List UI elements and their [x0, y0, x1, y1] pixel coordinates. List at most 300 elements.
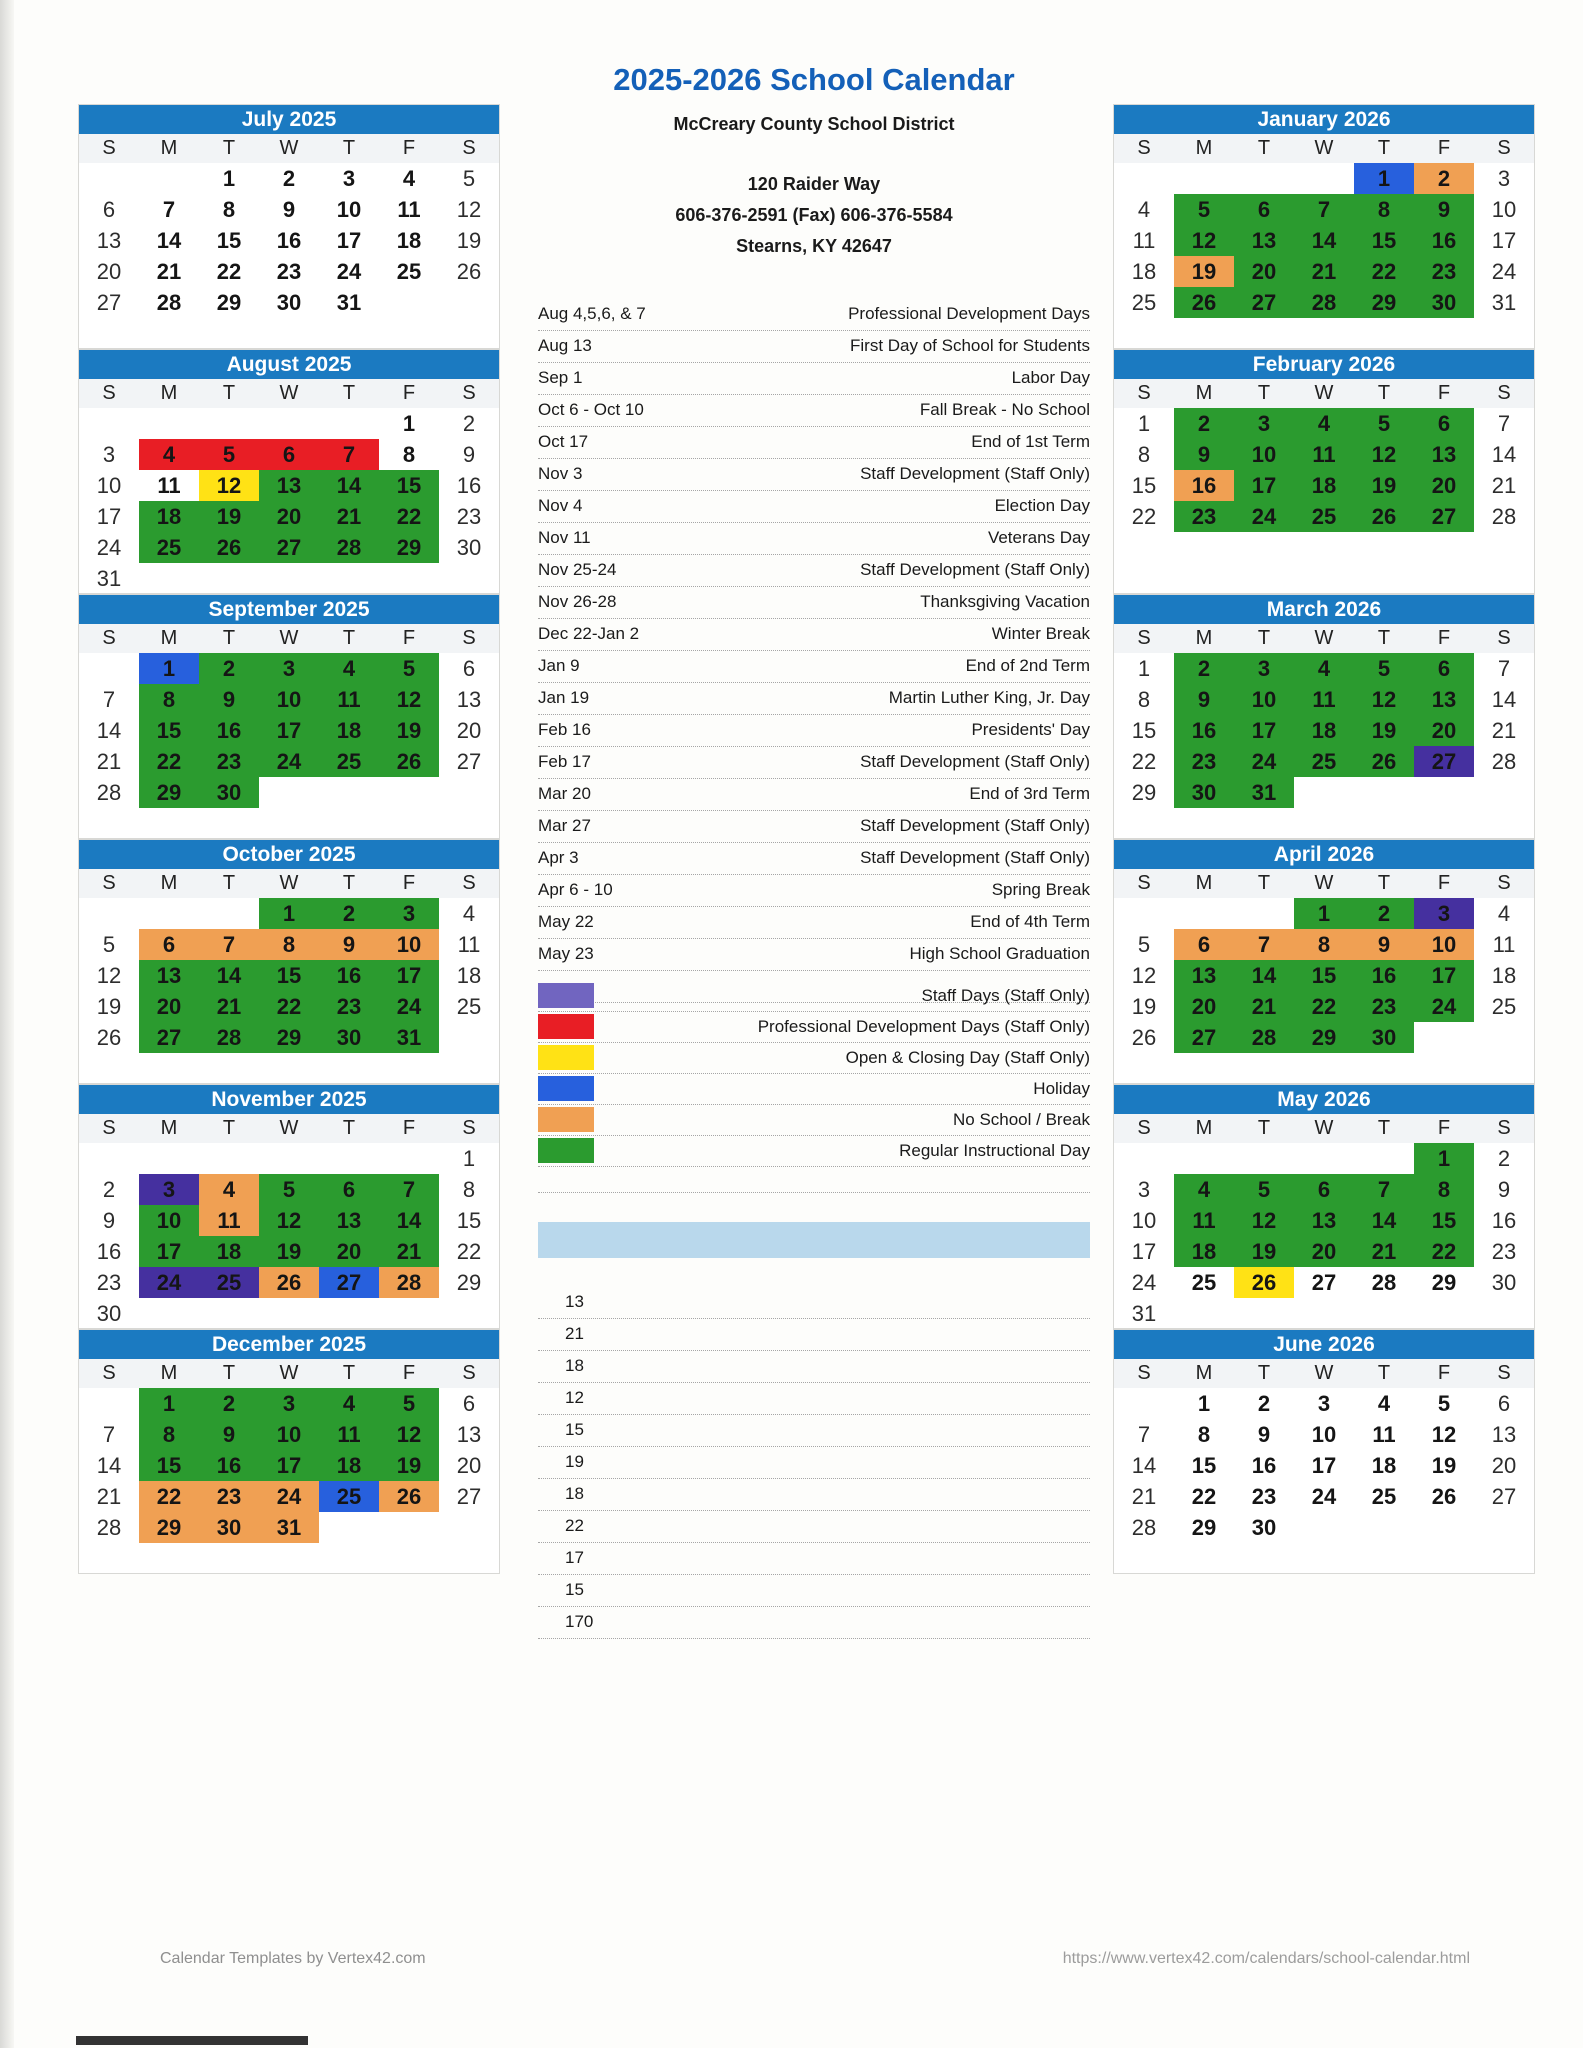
- weekday-label: T: [222, 137, 236, 159]
- day-cell: 13: [1414, 439, 1474, 470]
- month-january-2026: [1113, 104, 1535, 349]
- day-cell: 5: [1437, 1391, 1451, 1416]
- day-cell: 1: [139, 1388, 199, 1419]
- weekday-header-row: [79, 624, 499, 653]
- day-cell: 2: [102, 1177, 116, 1202]
- legend-row: [538, 1012, 1090, 1043]
- day-cell: 3: [379, 898, 439, 929]
- weekday-label: W: [279, 1362, 299, 1384]
- day-cell: 3: [102, 442, 116, 467]
- day-cell: 14: [1234, 960, 1294, 991]
- day-cell: [1414, 1053, 1474, 1084]
- day-cell: 25: [139, 532, 199, 563]
- day-cell: [1234, 898, 1294, 929]
- event-row: [538, 363, 1090, 395]
- day-cell: 12: [379, 684, 439, 715]
- day-cell: [1474, 563, 1534, 594]
- day-cell: [199, 408, 259, 439]
- day-cell: 20: [139, 991, 199, 1022]
- day-cell: 2: [1174, 653, 1234, 684]
- day-cell: [79, 318, 139, 349]
- month-february-2026: [1113, 349, 1535, 594]
- event-row: [538, 683, 1090, 715]
- day-cell: 26: [1131, 1025, 1157, 1050]
- day-cell: 20: [1414, 715, 1474, 746]
- day-cell: 13: [1491, 1422, 1517, 1447]
- day-cell: 3: [1497, 166, 1511, 191]
- day-cell: [1114, 1543, 1174, 1574]
- day-cell: 17: [1311, 1453, 1337, 1478]
- weekday-label: T: [342, 382, 356, 404]
- day-grid: [1114, 1388, 1534, 1574]
- weekday-label: S: [102, 627, 116, 649]
- day-cell: [139, 1053, 199, 1084]
- event-description: Staff Development (Staff Only): [860, 816, 1090, 835]
- day-cell: 25: [1294, 746, 1354, 777]
- event-row: [538, 779, 1090, 811]
- day-grid: [1114, 163, 1534, 349]
- day-cell: [259, 808, 319, 839]
- day-cell: [259, 1298, 319, 1329]
- weekday-label: S: [462, 872, 476, 894]
- day-cell: 8: [1137, 687, 1151, 712]
- day-cell: [1294, 777, 1354, 808]
- day-cell: 9: [1257, 1422, 1271, 1447]
- day-cell: 16: [456, 473, 482, 498]
- day-cell: [1174, 532, 1234, 563]
- day-cell: 21: [1491, 718, 1517, 743]
- day-cell: 20: [456, 1453, 482, 1478]
- event-date: Sep 1: [538, 368, 583, 387]
- month-header: April 2026: [1114, 840, 1534, 869]
- day-cell: 18: [199, 1236, 259, 1267]
- day-cell: 8: [259, 929, 319, 960]
- day-cell: 27: [1174, 1022, 1234, 1053]
- day-cell: [379, 1512, 439, 1543]
- weekday-label: M: [160, 1117, 178, 1139]
- day-cell: [439, 1298, 499, 1329]
- day-cell: 18: [139, 501, 199, 532]
- day-cell: 15: [1131, 473, 1157, 498]
- day-cell: 3: [342, 166, 356, 191]
- day-cell: [1174, 563, 1234, 594]
- month-august-2025: [78, 349, 500, 594]
- legend-row: [538, 1043, 1090, 1074]
- day-cell: 12: [1234, 1205, 1294, 1236]
- day-cell: [79, 1388, 139, 1419]
- month-header: May 2026: [1114, 1085, 1534, 1114]
- day-cell: 1: [462, 1146, 476, 1171]
- month-september-2025: [78, 594, 500, 839]
- day-cell: 14: [1491, 442, 1517, 467]
- day-cell: [439, 1022, 499, 1053]
- weekday-label: T: [1377, 382, 1391, 404]
- day-cell: 25: [319, 746, 379, 777]
- day-cell: 7: [1137, 1422, 1151, 1447]
- weekday-header-row: [79, 379, 499, 408]
- day-cell: 23: [1491, 1239, 1517, 1264]
- month-days-count: 19: [538, 1447, 1090, 1479]
- day-cell: [139, 563, 199, 594]
- scan-smudge-artifact: [76, 2036, 308, 2045]
- footer-url: https://www.vertex42.com/calendars/school-calendar.html: [1062, 1950, 1470, 1967]
- weekday-label: F: [1437, 1117, 1451, 1139]
- day-cell: 8: [1294, 929, 1354, 960]
- weekday-label: T: [1377, 872, 1391, 894]
- day-cell: 11: [457, 932, 481, 957]
- day-cell: 12: [456, 197, 482, 222]
- day-cell: [1234, 808, 1294, 839]
- day-cell: [319, 408, 379, 439]
- day-cell: [319, 1053, 379, 1084]
- day-cell: 1: [139, 653, 199, 684]
- day-cell: [1414, 318, 1474, 349]
- weekday-label: M: [160, 872, 178, 894]
- weekday-label: S: [1137, 1362, 1151, 1384]
- weekday-label: F: [1437, 382, 1451, 404]
- event-description: End of 1st Term: [971, 432, 1090, 451]
- day-cell: 3: [139, 1174, 199, 1205]
- event-row: [538, 651, 1090, 683]
- day-cell: 28: [1371, 1270, 1397, 1295]
- day-cell: 24: [1234, 501, 1294, 532]
- day-cell: 19: [456, 228, 482, 253]
- day-cell: 23: [1174, 501, 1234, 532]
- weekday-label: S: [1497, 872, 1511, 894]
- day-cell: 19: [1174, 256, 1234, 287]
- weekday-label: T: [1377, 1117, 1391, 1139]
- weekday-label: T: [222, 382, 236, 404]
- day-cell: 26: [456, 259, 482, 284]
- day-cell: [379, 287, 439, 318]
- day-cell: 28: [1234, 1022, 1294, 1053]
- day-cell: [1174, 163, 1234, 194]
- event-date: Nov 26-28: [538, 592, 617, 611]
- day-cell: 10: [1311, 1422, 1337, 1447]
- day-cell: [1354, 1512, 1414, 1543]
- day-cell: 29: [379, 532, 439, 563]
- day-cell: [1174, 1298, 1234, 1329]
- day-cell: [379, 808, 439, 839]
- event-row: [538, 619, 1090, 651]
- dotted-divider: [538, 1192, 1090, 1193]
- day-cell: 4: [1377, 1391, 1391, 1416]
- day-cell: [259, 408, 319, 439]
- day-cell: 10: [259, 684, 319, 715]
- day-cell: 13: [1414, 684, 1474, 715]
- weekday-label: M: [1195, 137, 1213, 159]
- day-cell: 4: [462, 901, 476, 926]
- event-description: First Day of School for Students: [850, 336, 1090, 355]
- day-cell: 19: [379, 715, 439, 746]
- day-cell: 31: [1234, 777, 1294, 808]
- day-cell: 5: [102, 932, 116, 957]
- month-days-count: 17: [538, 1543, 1090, 1575]
- day-cell: 16: [1491, 1208, 1517, 1233]
- weekday-label: T: [222, 1362, 236, 1384]
- day-cell: 26: [1431, 1484, 1457, 1509]
- day-cell: 12: [1354, 439, 1414, 470]
- weekday-label: F: [402, 872, 416, 894]
- legend-label: Holiday: [1033, 1079, 1090, 1098]
- day-grid: [79, 408, 499, 594]
- day-cell: [439, 777, 499, 808]
- day-cell: [1294, 563, 1354, 594]
- event-row: [538, 555, 1090, 587]
- day-cell: 12: [1131, 963, 1157, 988]
- day-cell: 26: [199, 532, 259, 563]
- day-cell: 2: [1257, 1391, 1271, 1416]
- weekday-label: S: [102, 1117, 116, 1139]
- legend-label: No School / Break: [952, 1110, 1090, 1129]
- day-cell: [1414, 1298, 1474, 1329]
- day-cell: 20: [456, 718, 482, 743]
- day-cell: 4: [1174, 1174, 1234, 1205]
- day-cell: 5: [1354, 408, 1414, 439]
- day-cell: [1294, 1053, 1354, 1084]
- day-cell: 13: [1174, 960, 1234, 991]
- weekday-label: T: [1257, 872, 1271, 894]
- day-cell: 4: [1294, 653, 1354, 684]
- day-cell: 23: [199, 746, 259, 777]
- month-days-count: 13: [538, 1287, 1090, 1319]
- day-cell: 5: [1174, 194, 1234, 225]
- day-cell: [1114, 1053, 1174, 1084]
- day-cell: [439, 808, 499, 839]
- weekday-label: S: [1497, 1117, 1511, 1139]
- weekday-label: T: [222, 627, 236, 649]
- day-cell: 10: [139, 1205, 199, 1236]
- day-cell: 8: [1197, 1422, 1211, 1447]
- day-cell: [319, 808, 379, 839]
- weekday-label: W: [279, 872, 299, 894]
- day-cell: [1234, 532, 1294, 563]
- day-cell: 19: [1234, 1236, 1294, 1267]
- day-cell: 26: [1234, 1267, 1294, 1298]
- day-cell: 19: [1431, 1453, 1457, 1478]
- month-header: October 2025: [79, 840, 499, 869]
- weekday-label: T: [342, 1117, 356, 1139]
- event-description: Staff Development (Staff Only): [860, 752, 1090, 771]
- day-cell: 15: [1354, 225, 1414, 256]
- day-cell: 7: [162, 197, 176, 222]
- event-row: [538, 843, 1090, 875]
- day-cell: 12: [1174, 225, 1234, 256]
- event-date: Aug 4,5,6, & 7: [538, 304, 646, 323]
- day-cell: [439, 1053, 499, 1084]
- day-cell: 11: [397, 197, 421, 222]
- day-cell: 18: [396, 228, 422, 253]
- day-cell: [139, 1143, 199, 1174]
- day-cell: [1294, 163, 1354, 194]
- day-cell: 22: [1131, 504, 1157, 529]
- weekday-header-row: [79, 134, 499, 163]
- weekday-label: T: [1257, 1362, 1271, 1384]
- day-cell: 16: [1251, 1453, 1277, 1478]
- day-cell: [139, 1298, 199, 1329]
- day-cell: 14: [1491, 687, 1517, 712]
- day-cell: 6: [1414, 408, 1474, 439]
- day-cell: 15: [1131, 718, 1157, 743]
- day-cell: 11: [157, 473, 181, 498]
- event-date: Nov 4: [538, 496, 583, 515]
- day-cell: 27: [139, 1022, 199, 1053]
- day-cell: 9: [199, 1419, 259, 1450]
- day-cell: 30: [276, 290, 302, 315]
- day-cell: [1174, 808, 1234, 839]
- address-line: 120 Raider Way: [747, 174, 881, 194]
- day-cell: 15: [216, 228, 242, 253]
- day-cell: 25: [1371, 1484, 1397, 1509]
- day-cell: 28: [1294, 287, 1354, 318]
- day-cell: 9: [1354, 929, 1414, 960]
- day-cell: 5: [462, 166, 476, 191]
- day-cell: 1: [1294, 898, 1354, 929]
- footer-credit: Calendar Templates by Vertex42.com: [160, 1950, 426, 1967]
- day-cell: 16: [1174, 470, 1234, 501]
- day-cell: [79, 653, 139, 684]
- legend-row: [538, 981, 1090, 1012]
- day-cell: 7: [102, 687, 116, 712]
- event-row: [538, 907, 1090, 939]
- day-cell: 23: [319, 991, 379, 1022]
- scan-edge-artifact: [0, 0, 14, 2048]
- event-row: [538, 875, 1090, 907]
- day-cell: 11: [1294, 439, 1354, 470]
- day-cell: 17: [1414, 960, 1474, 991]
- day-cell: 16: [1354, 960, 1414, 991]
- day-cell: 17: [1234, 470, 1294, 501]
- day-cell: 6: [102, 197, 116, 222]
- weekday-label: M: [160, 1362, 178, 1384]
- day-cell: [1234, 1053, 1294, 1084]
- legend-label: Staff Days (Staff Only): [921, 986, 1090, 1005]
- day-cell: 5: [1137, 932, 1151, 957]
- day-cell: 24: [1234, 746, 1294, 777]
- day-cell: 31: [336, 290, 362, 315]
- day-cell: 7: [379, 1174, 439, 1205]
- weekday-label: M: [1195, 1117, 1213, 1139]
- event-description: Spring Break: [991, 880, 1090, 899]
- day-cell: 28: [96, 1515, 122, 1540]
- day-cell: 18: [1174, 1236, 1234, 1267]
- day-cell: 9: [462, 442, 476, 467]
- month-days-count: 15: [538, 1575, 1090, 1607]
- day-cell: [1414, 563, 1474, 594]
- day-cell: 10: [1414, 929, 1474, 960]
- day-cell: [259, 1143, 319, 1174]
- day-cell: 29: [1131, 780, 1157, 805]
- weekday-label: W: [1314, 1117, 1334, 1139]
- day-cell: 6: [1294, 1174, 1354, 1205]
- month-header: June 2026: [1114, 1330, 1534, 1359]
- day-cell: [139, 1543, 199, 1574]
- weekday-label: T: [222, 1117, 236, 1139]
- day-cell: [439, 563, 499, 594]
- day-cell: [1474, 1053, 1534, 1084]
- day-cell: 13: [456, 1422, 482, 1447]
- day-cell: [1294, 808, 1354, 839]
- day-cell: [319, 1298, 379, 1329]
- day-cell: 9: [199, 684, 259, 715]
- day-cell: 30: [1174, 777, 1234, 808]
- day-cell: 12: [379, 1419, 439, 1450]
- day-cell: [1354, 563, 1414, 594]
- day-cell: 9: [1174, 439, 1234, 470]
- day-cell: [379, 1143, 439, 1174]
- day-cell: [199, 563, 259, 594]
- day-cell: 14: [156, 228, 182, 253]
- event-description: Thanksgiving Vacation: [920, 592, 1090, 611]
- day-cell: [1474, 1512, 1534, 1543]
- day-cell: 8: [402, 442, 416, 467]
- event-date: May 23: [538, 944, 594, 963]
- weekday-label: S: [102, 137, 116, 159]
- day-cell: 24: [139, 1267, 199, 1298]
- month-header: March 2026: [1114, 595, 1534, 624]
- day-cell: 29: [139, 1512, 199, 1543]
- day-cell: 22: [259, 991, 319, 1022]
- day-cell: 30: [199, 1512, 259, 1543]
- day-cell: 27: [1311, 1270, 1337, 1295]
- day-cell: 9: [282, 197, 296, 222]
- legend-label: Professional Development Days (Staff Only): [757, 1017, 1090, 1036]
- day-cell: [1354, 1053, 1414, 1084]
- weekday-label: S: [102, 382, 116, 404]
- day-cell: 6: [259, 439, 319, 470]
- weekday-label: W: [279, 137, 299, 159]
- weekday-label: S: [1497, 137, 1511, 159]
- day-cell: 7: [1497, 411, 1511, 436]
- legend-swatch-staff_legend: [538, 983, 594, 1008]
- event-description: Fall Break - No School: [919, 400, 1090, 419]
- day-cell: 25: [396, 259, 422, 284]
- day-cell: [1234, 1143, 1294, 1174]
- event-date: Feb 16: [538, 720, 591, 739]
- day-cell: [319, 1512, 379, 1543]
- day-cell: [379, 1298, 439, 1329]
- day-cell: 21: [1234, 991, 1294, 1022]
- day-cell: 20: [96, 259, 122, 284]
- day-grid: [79, 898, 499, 1084]
- day-cell: 10: [1234, 439, 1294, 470]
- day-cell: 30: [1251, 1515, 1277, 1540]
- day-cell: [1294, 1543, 1354, 1574]
- day-cell: 24: [336, 259, 362, 284]
- day-cell: 4: [319, 653, 379, 684]
- day-cell: 10: [336, 197, 362, 222]
- event-row: [538, 523, 1090, 555]
- weekday-header-row: [1114, 134, 1534, 163]
- weekday-label: M: [1195, 1362, 1213, 1384]
- day-cell: [439, 287, 499, 318]
- city-line: Stearns, KY 42647: [736, 236, 892, 256]
- day-cell: 24: [96, 535, 122, 560]
- day-cell: [1294, 318, 1354, 349]
- weekday-label: W: [279, 1117, 299, 1139]
- right-month-column: [1113, 104, 1535, 1574]
- day-cell: 3: [259, 1388, 319, 1419]
- month-header: January 2026: [1114, 105, 1534, 134]
- monthly-day-counts: [538, 1287, 1090, 1639]
- weekday-label: M: [160, 382, 178, 404]
- day-cell: [139, 898, 199, 929]
- month-march-2026: [1113, 594, 1535, 839]
- day-cell: 6: [139, 929, 199, 960]
- day-cell: 9: [1414, 194, 1474, 225]
- day-cell: 4: [1497, 901, 1511, 926]
- day-cell: 13: [1294, 1205, 1354, 1236]
